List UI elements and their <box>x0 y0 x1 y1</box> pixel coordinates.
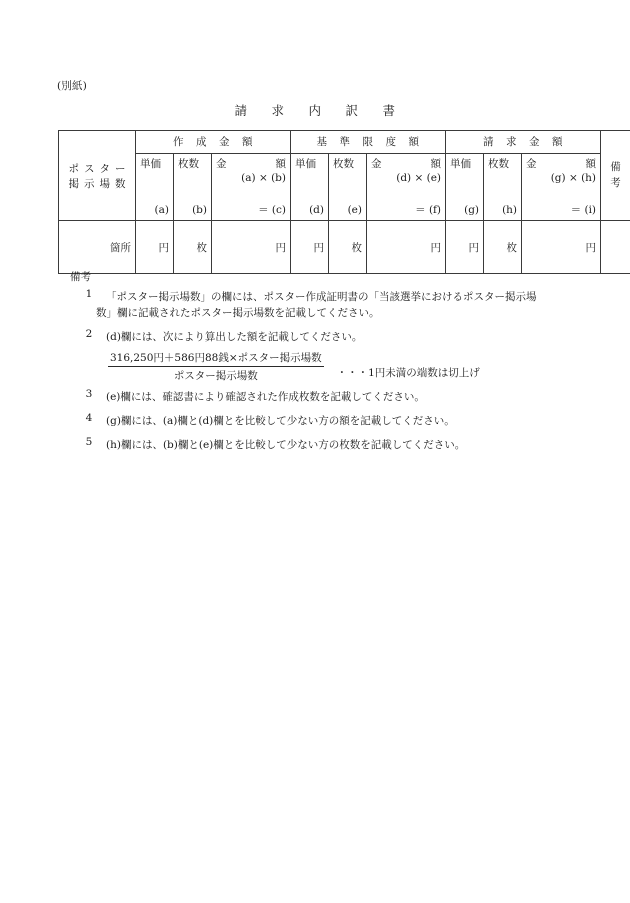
group-header-claim-amount <box>446 131 601 154</box>
group2-char-1: 基 <box>316 135 328 148</box>
header-poster-sites-line1 <box>61 162 133 176</box>
cell-remarks[interactable] <box>601 221 630 274</box>
cell-unit-price-d[interactable]: 円 <box>291 221 329 274</box>
subheader-result-i: ＝ (i) <box>570 203 597 216</box>
group1-char-2: 成 <box>196 135 207 148</box>
billing-breakdown-table <box>58 130 621 274</box>
group2-char-4: 度 <box>385 135 397 148</box>
note-item-1 <box>70 289 570 322</box>
note-text-3: (e)欄には、確認書により確認された作成枚数を記載してください。 <box>106 391 425 403</box>
cell-sheets-b[interactable]: 枚 <box>174 221 212 274</box>
attachment-label: (別紙) <box>57 80 87 92</box>
subheader-code-e: (e) <box>347 203 362 216</box>
group2-char-2: 準 <box>339 135 351 148</box>
subheader-label-f-right: 額 <box>430 158 442 170</box>
cell-amount-i[interactable]: 円 <box>522 221 601 274</box>
header-poster-sites <box>59 131 136 221</box>
group2-char-5: 額 <box>408 135 420 148</box>
group1-char-4: 額 <box>242 135 253 148</box>
subheader-label-i-right: 額 <box>585 158 597 170</box>
formula-fraction <box>108 350 324 383</box>
subheader-label-a: 単価 <box>140 158 161 170</box>
subheader-formula-i: (g) × (h) <box>550 172 597 184</box>
subheader-code-b: (b) <box>192 203 207 216</box>
stub-char-4: ー <box>115 163 126 176</box>
remarks-char-2: 考 <box>610 176 621 189</box>
subheader-label-c-left: 金 <box>216 158 227 170</box>
subheader-label-d: 単価 <box>295 158 316 170</box>
subheader-label-g: 単価 <box>450 158 472 170</box>
cell-unit-price-g[interactable]: 円 <box>446 221 484 274</box>
note-text-1 <box>96 289 570 322</box>
cell-unit-price-a[interactable]: 円 <box>136 221 174 274</box>
subheader-label-h: 枚数 <box>488 158 510 170</box>
note-text-2: (d)欄には、次により算出した額を記載してください。 <box>106 331 363 343</box>
title-char-4: 訳 <box>345 103 359 118</box>
page-title <box>0 101 630 119</box>
subheader-sheets-e <box>329 154 367 221</box>
subheader-result-f: ＝ (f) <box>415 203 442 216</box>
remarks-char-1: 備 <box>610 161 621 174</box>
subheader-unit-price-d <box>291 154 329 221</box>
subheader-label-c-right: 額 <box>275 158 286 170</box>
title-char-2: 求 <box>271 103 285 118</box>
stub-char-1: ポ <box>68 163 79 176</box>
subheader-label-i-left: 金 <box>526 158 537 170</box>
notes-heading: 備考 <box>70 271 91 283</box>
group3-char-4: 額 <box>552 135 564 148</box>
note-number-1: 1 <box>85 288 93 300</box>
subheader-code-d: (d) <box>309 203 324 216</box>
subheader-amount-i <box>522 154 601 221</box>
group-header-standard-limit-amount <box>291 131 446 154</box>
subheader-code-h: (h) <box>502 203 518 216</box>
group-header-production-amount <box>136 131 291 154</box>
note-item-4 <box>70 413 570 429</box>
cell-amount-f[interactable]: 円 <box>367 221 446 274</box>
cell-sheets-e[interactable]: 枚 <box>329 221 367 274</box>
group3-char-2: 求 <box>506 135 518 148</box>
subheader-label-e: 枚数 <box>333 158 354 170</box>
subheader-result-c: ＝ (c) <box>258 203 286 216</box>
note-line-1-2: 数」欄に記載されたポスター掲示場数を記載してください。 <box>96 307 380 320</box>
note-item-5 <box>70 437 570 453</box>
note-line-1-1: 「ポスター掲示場数」の欄には、ポスター作成証明書の「当該選挙におけるポスター掲示場 <box>106 291 537 303</box>
cell-amount-c[interactable]: 円 <box>212 221 291 274</box>
note-text-4: (g)欄には、(a)欄と(d)欄とを比較して少ない方の額を記載してください。 <box>106 415 455 427</box>
subheader-code-g: (g) <box>464 203 480 216</box>
subheader-formula-f: (d) × (e) <box>396 172 442 184</box>
group1-char-3: 金 <box>219 135 230 148</box>
note-number-3: 3 <box>85 388 93 400</box>
subheader-formula-c: (a) × (b) <box>241 172 286 184</box>
title-char-3: 内 <box>308 103 322 118</box>
subheader-amount-f <box>367 154 446 221</box>
stub-char-7: 場 <box>99 177 110 190</box>
table-row <box>59 221 630 274</box>
subheader-unit-price-a <box>136 154 174 221</box>
note-number-5: 5 <box>85 436 93 448</box>
table-sub-header-row <box>59 154 630 221</box>
stub-char-5: 掲 <box>68 177 79 190</box>
stub-char-8: 数 <box>115 177 126 190</box>
subheader-code-a: (a) <box>154 203 169 216</box>
stub-char-3: タ <box>99 163 110 176</box>
subheader-sheets-b <box>174 154 212 221</box>
subheader-label-f-left: 金 <box>371 158 382 170</box>
header-remarks-vertical-text <box>610 160 621 190</box>
title-char-1: 請 <box>234 103 248 118</box>
formula-denominator: ポスター掲示場数 <box>173 370 258 382</box>
title-char-5: 書 <box>382 103 396 118</box>
table-group-header-row <box>59 131 630 154</box>
group2-char-3: 限 <box>362 135 374 148</box>
header-poster-sites-line2 <box>61 177 133 191</box>
formula-numerator: 316,250円＋586円88銭×ポスター掲示場数 <box>108 350 324 367</box>
group1-char-1: 作 <box>173 135 184 148</box>
note-number-4: 4 <box>85 412 93 424</box>
subheader-unit-price-g <box>446 154 484 221</box>
cell-sheets-h[interactable]: 枚 <box>484 221 522 274</box>
group3-char-3: 金 <box>529 135 541 148</box>
calculation-formula <box>108 350 480 383</box>
subheader-label-b: 枚数 <box>178 158 199 170</box>
note-number-2: 2 <box>85 328 93 340</box>
group3-char-1: 請 <box>483 135 495 148</box>
subheader-amount-c <box>212 154 291 221</box>
header-remarks-column <box>601 131 630 221</box>
cell-poster-sites-unit[interactable]: 箇所 <box>59 221 136 274</box>
note-item-3 <box>70 389 570 405</box>
note-text-5: (h)欄には、(b)欄と(e)欄とを比較して少ない方の枚数を記載してください。 <box>106 439 466 451</box>
subheader-sheets-h <box>484 154 522 221</box>
stub-char-2: ス <box>84 163 95 176</box>
formula-annotation: ・・・1円未満の端数は切上げ <box>336 367 480 379</box>
note-item-2 <box>70 329 570 345</box>
stub-char-6: 示 <box>84 177 95 190</box>
